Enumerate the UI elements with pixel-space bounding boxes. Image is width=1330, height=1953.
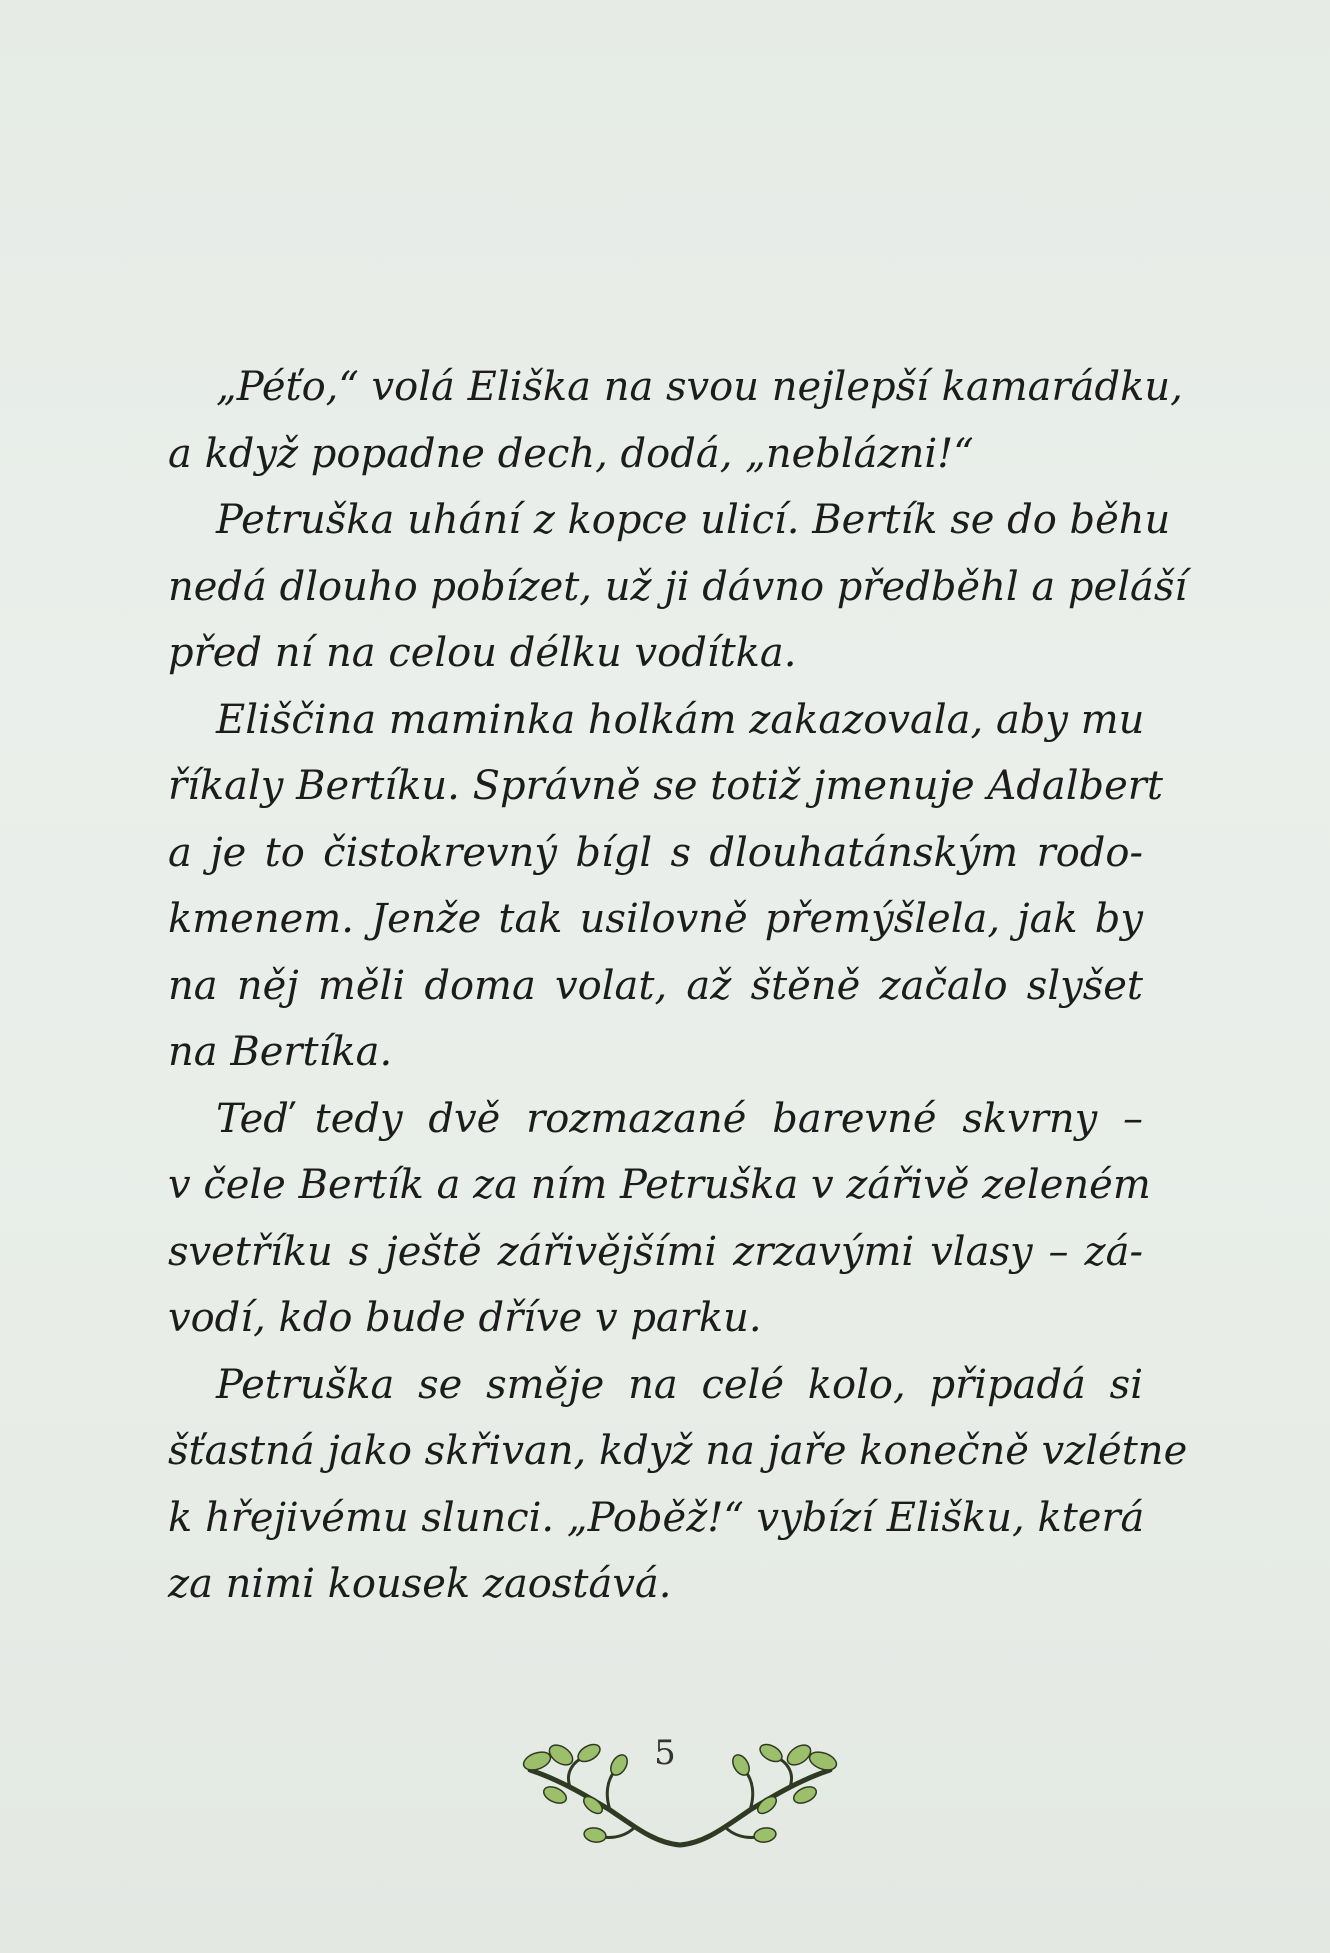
- text-line: na Bertíka.: [168, 1029, 393, 1075]
- page-number: 5: [654, 1733, 676, 1773]
- text-line: Eliščina maminka holkám zakazovala, aby mu: [216, 696, 1145, 743]
- text-line: a je to čistokrevný bígl s dlouhatánským rodo-: [168, 829, 1143, 876]
- text-line: a když popadne dech, dodá, „neblázni!“: [168, 430, 974, 477]
- text-line: „Péťo,“ volá Eliška na svou nejlepší kamarádku,: [216, 364, 1183, 410]
- text-line: vodí, kdo bude dříve v parku.: [168, 1295, 762, 1341]
- text-line: nedá dlouho pobízet, už ji dávno předběhl a peláší: [168, 563, 1188, 610]
- text-line: Petruška se směje na celé kolo, připadá si: [216, 1361, 1143, 1408]
- text-line: před ní na celou délku vodítka.: [168, 630, 797, 676]
- text-line: v čele Bertík a za ním Petruška v zářivě zeleném: [168, 1162, 1151, 1208]
- text-line: za nimi kousek zaostává.: [168, 1561, 672, 1607]
- text-line: říkaly Bertíku. Správně se totiž jmenuje Adalbert: [168, 763, 1163, 809]
- vine-leaves-ornament-icon: [515, 1735, 845, 1855]
- text-line: na něj měli doma volat, až štěně začalo slyšet: [168, 962, 1143, 1009]
- text-line: svetříku s ještě zářivějšími zrzavými vlasy – zá-: [168, 1228, 1143, 1275]
- text-line: Petruška uhání z kopce ulicí. Bertík se do běhu: [216, 497, 1171, 543]
- text-line: šťastná jako skřivan, když na jaře konečně vzlétne: [168, 1428, 1188, 1474]
- text-line: kmenem. Jenže tak usilovně přemýšlela, jak by: [168, 896, 1143, 942]
- text-line: k hřejivému slunci. „Poběž!“ vybízí Elišku, která: [168, 1494, 1145, 1541]
- body-text: [168, 354, 1188, 1618]
- text-line: Teď tedy dvě rozmazané barevné skvrny –: [216, 1095, 1143, 1142]
